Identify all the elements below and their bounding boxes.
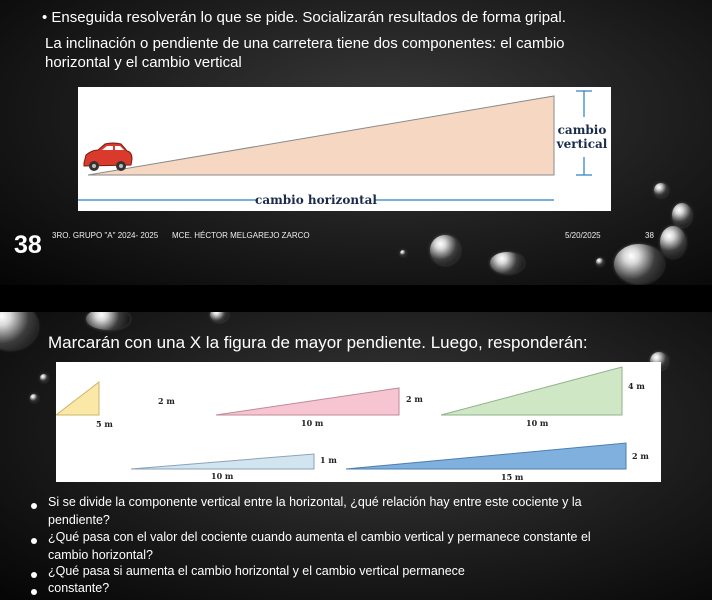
base-label: 5 m (96, 419, 113, 429)
triangles-svg (56, 362, 661, 482)
triangle-2 (216, 388, 423, 428)
vertical-label-line-1: cambio (557, 123, 607, 137)
slope-definition-line-2: horizontal y el cambio vertical (45, 54, 242, 71)
base-label: 10 m (211, 471, 234, 481)
horizontal-label: cambio horizontal (255, 193, 377, 207)
height-label: 2 m (158, 396, 175, 406)
triangle-shape (216, 388, 399, 415)
bullet-icon (31, 572, 37, 578)
triangle-shape (441, 367, 622, 415)
base-label: 15 m (501, 472, 524, 482)
triangle-3 (441, 367, 645, 428)
water-drop-decoration (86, 312, 130, 330)
triangle-shape (131, 454, 314, 469)
water-drop-decoration (430, 235, 460, 265)
water-drop-decoration (210, 312, 228, 322)
bullet-icon (31, 503, 37, 509)
slide-2-title: Marcarán con una X la figura de mayor pendiente. Luego, responderán: (48, 333, 588, 352)
triangle-4 (131, 454, 337, 481)
slide-separator (0, 285, 712, 312)
height-label: 4 m (628, 381, 645, 391)
slide-1 (0, 0, 712, 285)
bullet-icon (31, 538, 37, 544)
question-3-line-2: constante? (48, 581, 110, 595)
water-drop-decoration (40, 374, 48, 382)
question-1-line-1: Si se divide la componente vertical entre la horizontal, ¿qué relación hay entre este cociente y la (48, 495, 582, 509)
water-drop-decoration (490, 252, 524, 274)
question-3-line-1: ¿Qué pasa si aumenta el cambio horizontal y el cambio vertical permanece (48, 564, 465, 578)
water-drop-decoration (30, 394, 38, 402)
triangle-5 (346, 443, 649, 482)
triangle-1 (56, 382, 175, 429)
slide-2 (0, 312, 712, 600)
road-slope-svg (78, 87, 611, 211)
water-drop-decoration (654, 183, 668, 197)
slide-number-badge: 38 (14, 231, 42, 259)
water-drop-decoration (400, 250, 406, 256)
triangles-panel (56, 362, 661, 482)
water-drop-decoration (660, 226, 686, 258)
water-drop-decoration (0, 312, 38, 350)
triangle-shape (346, 443, 626, 469)
base-label: 10 m (301, 418, 324, 428)
water-drop-decoration (596, 258, 604, 266)
height-label: 1 m (320, 455, 337, 465)
intro-bullet-text: • Enseguida resolverán lo que se pide. Socializarán resultados de forma gripal. (42, 9, 566, 26)
slope-definition-line-1: La inclinación o pendiente de una carretera tiene dos componentes: el cambio (45, 35, 565, 52)
height-label: 2 m (632, 451, 649, 461)
footer-teacher: MCE. HÉCTOR MELGAREJO ZARCO (172, 231, 310, 240)
road-slope-diagram (78, 87, 611, 211)
question-2-line-2: cambio horizontal? (48, 548, 153, 562)
water-drop-decoration (614, 244, 664, 284)
road-ramp (88, 96, 554, 175)
footer-course: 3RO. GRUPO "A" 2024- 2025 (52, 231, 159, 240)
footer-date: 5/20/2025 (565, 231, 601, 240)
height-label: 2 m (406, 394, 423, 404)
question-2-line-1: ¿Qué pasa con el valor del cociente cuando aumenta el cambio vertical y permanece constante el (48, 530, 591, 544)
bullet-icon (31, 589, 37, 595)
water-drop-decoration (672, 203, 692, 227)
triangle-shape (56, 382, 99, 415)
vertical-label-line-2: vertical (556, 137, 608, 151)
car-icon (84, 143, 132, 171)
base-label: 10 m (526, 418, 549, 428)
footer-page: 38 (645, 231, 654, 240)
question-1-line-2: pendiente? (48, 513, 110, 527)
